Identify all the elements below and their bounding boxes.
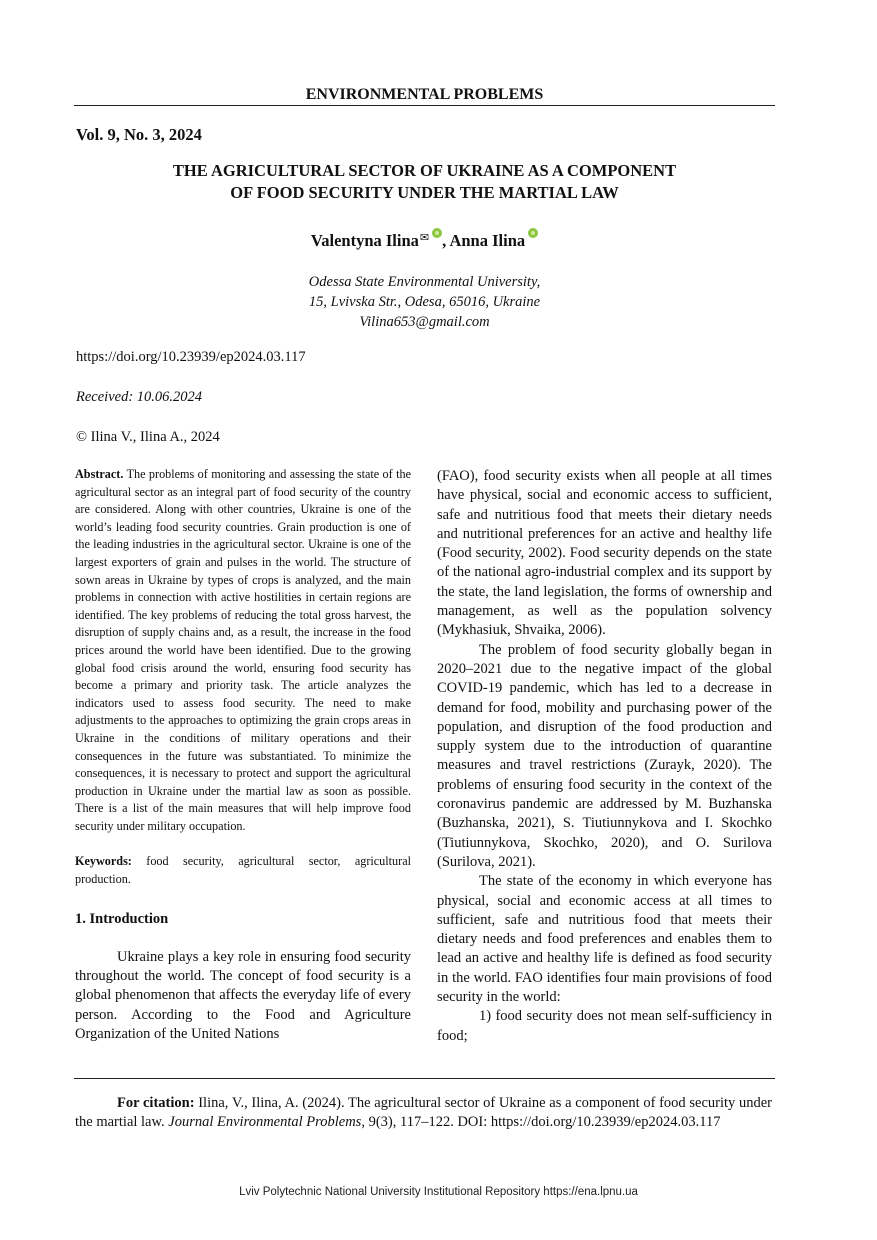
abstract-label: Abstract. (75, 467, 124, 481)
article-title (74, 160, 775, 204)
body-paragraph: (FAO), food security exists when all people at all times have physical, social and economic access to sufficient, safe and nutritious food that meets their dietary needs and nutritional preferences for an active and healthy life (Food security, 2002). Food security depends on the state of the national agro-industrial complex and its support by the state, the land legislation, the forms of ownership and management, as well as the population solvency (Mykhasiuk, Shvaika, 2006). (437, 468, 772, 639)
repository-footer[interactable]: Lviv Polytechnic National University Institutional Repository https://ena.lpnu.ua (239, 1186, 638, 1198)
affiliation-line: 15, Lvivska Str., Odesa, 65016, Ukraine (308, 294, 541, 310)
body-paragraph: Ukraine plays a key role in ensuring food security throughout the world. The concept of food security is a global phenomenon that affects the everyday life of every person. According to the Food and Agriculture Organization of the United Nations (75, 948, 411, 1042)
section-heading-introduction: 1. Introduction (75, 910, 169, 927)
journal-header: ENVIRONMENTAL PROBLEMS (305, 86, 544, 103)
body-paragraph: The problem of food security globally began in 2020–2021 due to the negative impact of the global COVID-19 pandemic, which has led to a decrease in demand for food, mobility and purchasing power of the population, and disruption of the food production and supply system due to the introduction of quarantine measures and travel restrictions (Zurayk, 2020). The problems of ensuring food security in the context of the coronavirus pandemic are addressed by M. Buzhanska (Buzhanska, 2021), S. Tiutiunnykova and I. Skochko (Tiutiunnykova, Skochko, 2020), and O. Surilova (Surilova, 2021). (437, 641, 772, 870)
affiliation (74, 272, 775, 332)
citation-label: For citation: (117, 1095, 195, 1111)
citation-text: Ilina, V., Ilina, A. (2024). The agricultural sector of Ukraine as a component of food security under the martial law. (75, 1095, 772, 1130)
article-title-line: THE AGRICULTURAL SECTOR OF UKRAINE AS A COMPONENT (172, 161, 677, 180)
citation-block (75, 1094, 772, 1132)
doi-link[interactable]: https://doi.org/10.23939/ep2024.03.117 (76, 349, 306, 365)
header-divider (74, 105, 775, 106)
body-paragraph: The state of the economy in which everyone has physical, social and economic access at all times to sufficient, safe and nutritious food that meets their dietary needs and food preferences and enables them to lead an active and healthy life is defined as food security in the world. FAO identifies four main provisions of food security in the world: (437, 873, 772, 1006)
footer-divider (74, 1078, 775, 1079)
citation-doi[interactable]: , 9(3), 117–122. DOI: https://doi.org/10.23939/ep2024.03.117 (361, 1114, 721, 1130)
received-date: Received: 10.06.2024 (76, 389, 203, 405)
abstract (75, 466, 411, 835)
affiliation-line: Odessa State Environmental University, (308, 274, 541, 290)
author-list (74, 228, 775, 251)
article-title-line: OF FOOD SECURITY UNDER THE MARTIAL LAW (230, 183, 619, 202)
author-email[interactable]: Vilina653@gmail.com (359, 314, 490, 330)
orcid-icon[interactable] (432, 228, 442, 238)
author-name[interactable]: Valentyna Ilina (310, 231, 419, 250)
keywords-text: food security, agricultural sector, agricultural production. (75, 854, 411, 887)
citation-journal: Journal Environmental Problems (168, 1114, 362, 1130)
orcid-icon[interactable] (528, 228, 538, 238)
volume-issue: Vol. 9, No. 3, 2024 (76, 125, 202, 144)
abstract-text: The problems of monitoring and assessing the state of the agricultural sector as an integral part of food security of the country are considered. Along with other countries, Ukraine is one of the world’s leading food security countries. Grain production is one of the leading industries in the agricultural sector. Ukraine is one of the largest exporters of grain and pulses in the world. The structure of sown areas in Ukraine by types of crops is analyzed, and the main problems in connection with active hostilities in certain regions are identified. The key problems of reducing the total gross harvest, the disruption of supply chains and, as a result, the increase in the food prices around the world have been identified. Due to the growing global food crisis around the world, ensuring food security has become a primary and priority task. The article analyzes the indicators used to assess food security. The need to make adjustments to the approaches to optimizing the grain crops areas in Ukraine in the conditions of military operations and their consequences in the future was substantiated. To minimize the consequences, it is necessary to protect and support the agricultural production in Ukraine under the martial law as soon as possible. There is a list of the main measures that will help improve food security under military occupation. (75, 467, 411, 833)
author-name[interactable]: Anna Ilina (449, 231, 526, 250)
left-column (75, 466, 411, 1044)
author-separator: , (442, 231, 450, 250)
right-column (437, 467, 772, 1046)
envelope-icon[interactable]: ✉ (419, 232, 430, 244)
list-item: 1) food security does not mean self-sufficiency in food; (437, 1008, 772, 1044)
keywords-label: Keywords: (75, 854, 132, 869)
copyright-notice: © Ilina V., Ilina A., 2024 (76, 429, 220, 445)
keywords (75, 853, 411, 888)
